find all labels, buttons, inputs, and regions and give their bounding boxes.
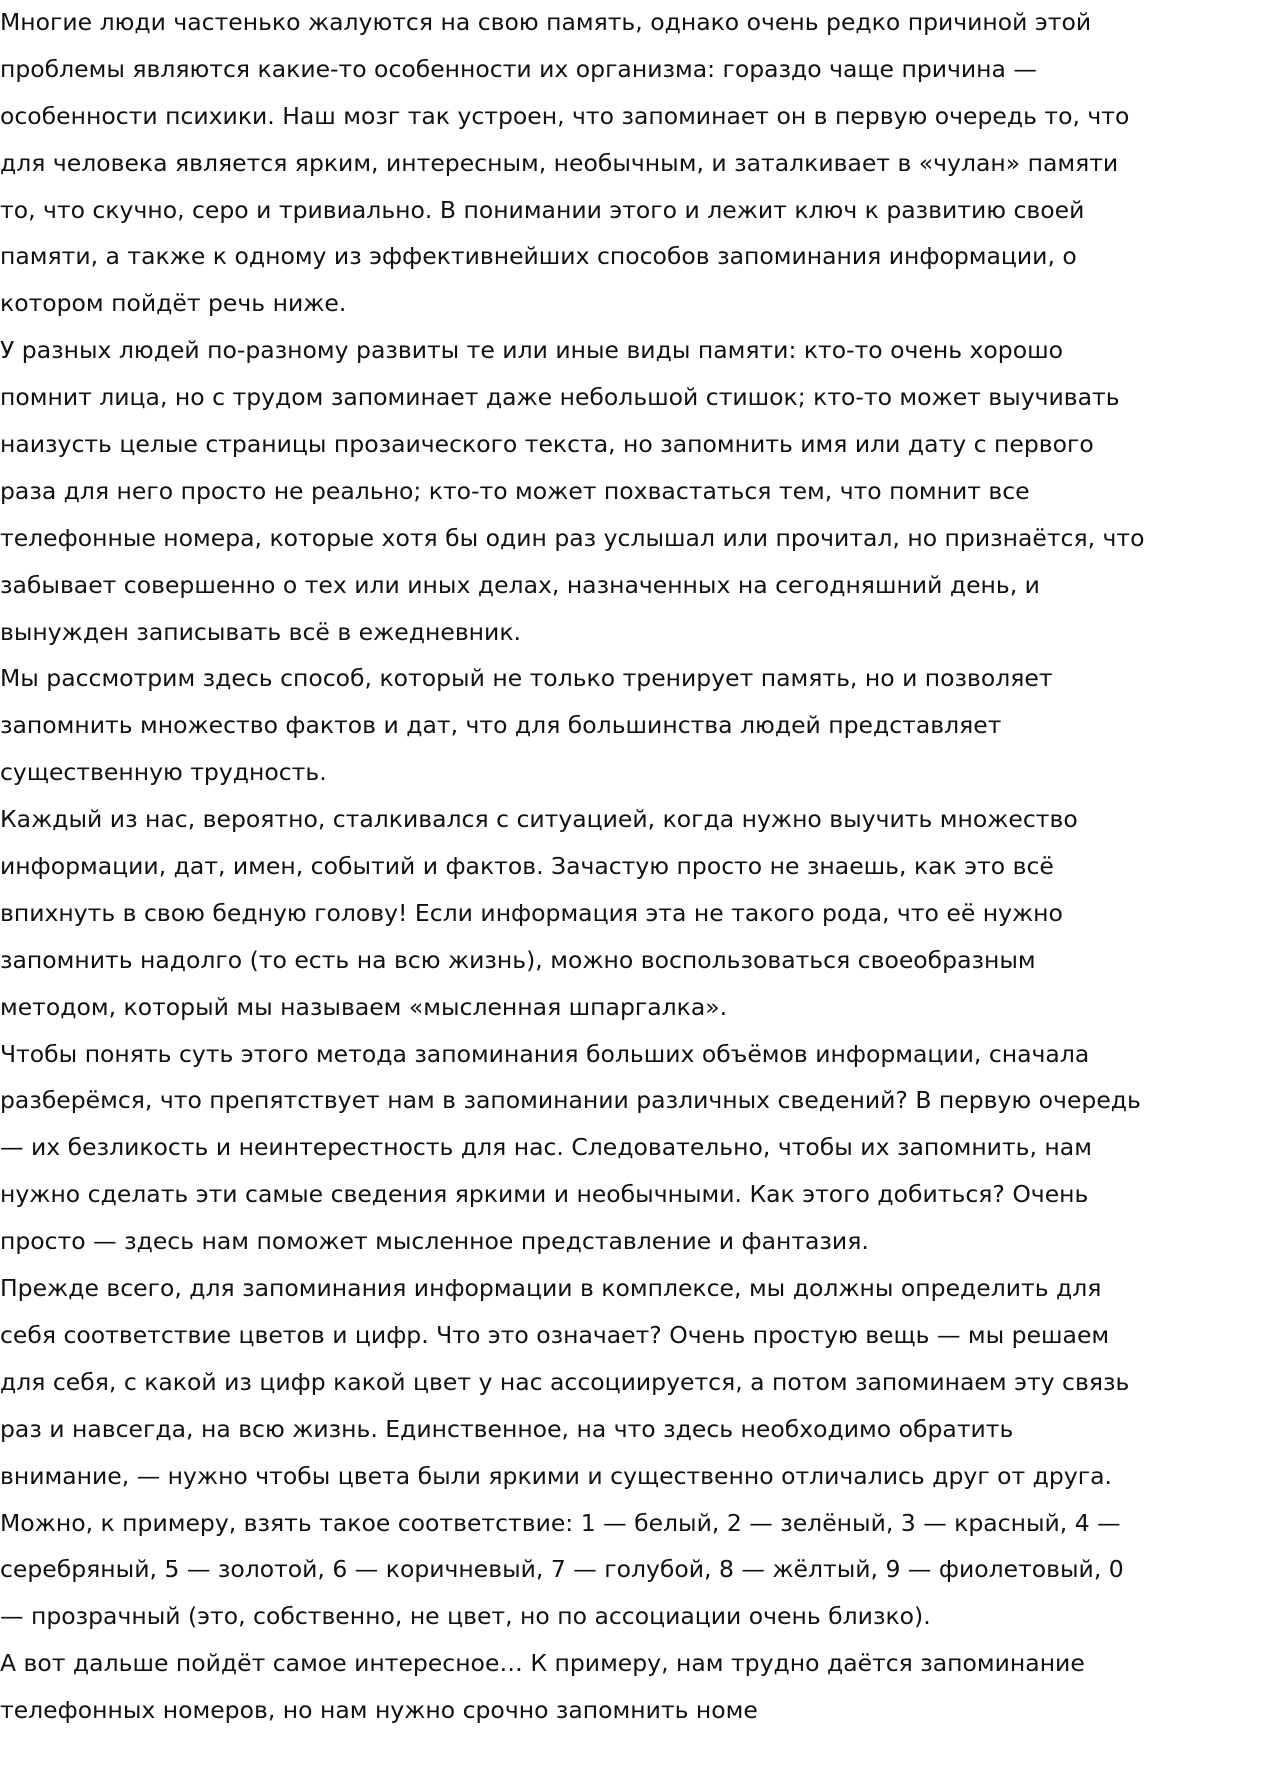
- paragraph-memory-intro: [0, 0, 1262, 328]
- text-line: Прежде всего, для запоминания информации в комплексе, мы должны определить для: [0, 1274, 1102, 1303]
- text-line: телефонные номера, которые хотя бы один раз услышал или прочитал, но признаётся, что: [0, 523, 1145, 552]
- paragraph-method-purpose: [0, 655, 1262, 797]
- text-line: то, что скучно, серо и тривиально. В понимании этого и лежит ключ к развитию своей: [0, 195, 1085, 224]
- text-line: памяти, а также к одному из эффективнейших способов запоминания информации, о: [0, 242, 1077, 271]
- text-line: разберёмся, что препятствует нам в запоминании различных сведений? В первую очередь: [0, 1086, 1141, 1115]
- paragraph-phone-number-example: [0, 1640, 1262, 1735]
- text-line: запомнить множество фактов и дат, что для большинства людей представляет: [0, 711, 1002, 740]
- text-line: существенную трудность.: [0, 758, 327, 787]
- text-line: просто — здесь нам поможет мысленное представление и фантазия.: [0, 1227, 869, 1256]
- text-line: нужно сделать эти самые сведения яркими и необычными. Как этого добиться? Очень: [0, 1180, 1089, 1209]
- text-line: Каждый из нас, вероятно, сталкивался с ситуацией, когда нужно выучить множество: [0, 805, 1078, 834]
- text-line: помнит лица, но с трудом запоминает даже небольшой стишок; кто-то может выучивать: [0, 383, 1120, 412]
- text-line: информации, дат, имен, событий и фактов. Зачастую просто не знаешь, как это всё: [0, 852, 1054, 881]
- text-line: впихнуть в свою бедную голову! Если информация эта не такого рода, что её нужно: [0, 898, 1063, 927]
- text-line: А вот дальше пойдёт самое интересное… К примеру, нам трудно даётся запоминание: [0, 1649, 1085, 1678]
- text-line: телефонных номеров, но нам нужно срочно запомнить номе: [0, 1696, 758, 1725]
- text-line: раз и навсегда, на всю жизнь. Единственное, на что здесь необходимо обратить: [0, 1414, 1014, 1443]
- paragraph-memory-types: [0, 327, 1262, 656]
- text-line: У разных людей по-разному развиты те или иные виды памяти: кто-то очень хорошо: [0, 336, 1063, 365]
- text-line: проблемы являются какие-то особенности их организма: гораздо чаще причина —: [0, 54, 1037, 83]
- text-line: Чтобы понять суть этого метода запоминания больших объёмов информации, сначала: [0, 1039, 1090, 1068]
- text-line: себя соответствие цветов и цифр. Что это означает? Очень простую вещь — мы решаем: [0, 1320, 1110, 1349]
- text-line: Можно, к примеру, взять такое соответствие: 1 — белый, 2 — зелёный, 3 — красный, 4 —: [0, 1508, 1121, 1537]
- text-line: методом, который мы называем «мысленная шпаргалка».: [0, 992, 728, 1021]
- paragraph-method-essence: [0, 1031, 1262, 1266]
- text-line: котором пойдёт речь ниже.: [0, 289, 347, 318]
- text-line: раза для него просто не реально; кто-то может похвастаться тем, что помнит все: [0, 476, 1030, 505]
- text-line: Мы рассмотрим здесь способ, который не только тренирует память, но и позволяет: [0, 664, 1053, 693]
- paragraph-mental-cheat-sheet: [0, 796, 1262, 1031]
- text-line: вынужден записывать всё в ежедневник.: [0, 617, 521, 646]
- text-line: — их безликость и неинтерестность для нас. Следовательно, чтобы их запомнить, нам: [0, 1133, 1092, 1162]
- text-line: внимание, — нужно чтобы цвета были яркими и существенно отличались друг от друга.: [0, 1461, 1112, 1490]
- text-line: особенности психики. Наш мозг так устроен, что запоминает он в первую очередь то, что: [0, 101, 1130, 130]
- text-line: — прозрачный (это, собственно, не цвет, но по ассоциации очень близко).: [0, 1602, 931, 1631]
- text-line: для человека является ярким, интересным, необычным, и заталкивает в «чулан» памяти: [0, 148, 1119, 177]
- paragraph-color-number-association: [0, 1265, 1262, 1641]
- text-line: запомнить надолго (то есть на всю жизнь), можно воспользоваться своеобразным: [0, 945, 1036, 974]
- text-line: для себя, с какой из цифр какой цвет у нас ассоциируется, а потом запоминаем эту связь: [0, 1367, 1130, 1396]
- text-line: Многие люди частенько жалуются на свою память, однако очень редко причиной этой: [0, 8, 1092, 36]
- text-line: забывает совершенно о тех или иных делах, назначенных на сегодняшний день, и: [0, 570, 1040, 599]
- text-line: наизусть целые страницы прозаического текста, но запомнить имя или дату с первого: [0, 430, 1094, 459]
- text-line: серебряный, 5 — золотой, 6 — коричневый, 7 — голубой, 8 — жёлтый, 9 — фиолетовый, 0: [0, 1555, 1124, 1584]
